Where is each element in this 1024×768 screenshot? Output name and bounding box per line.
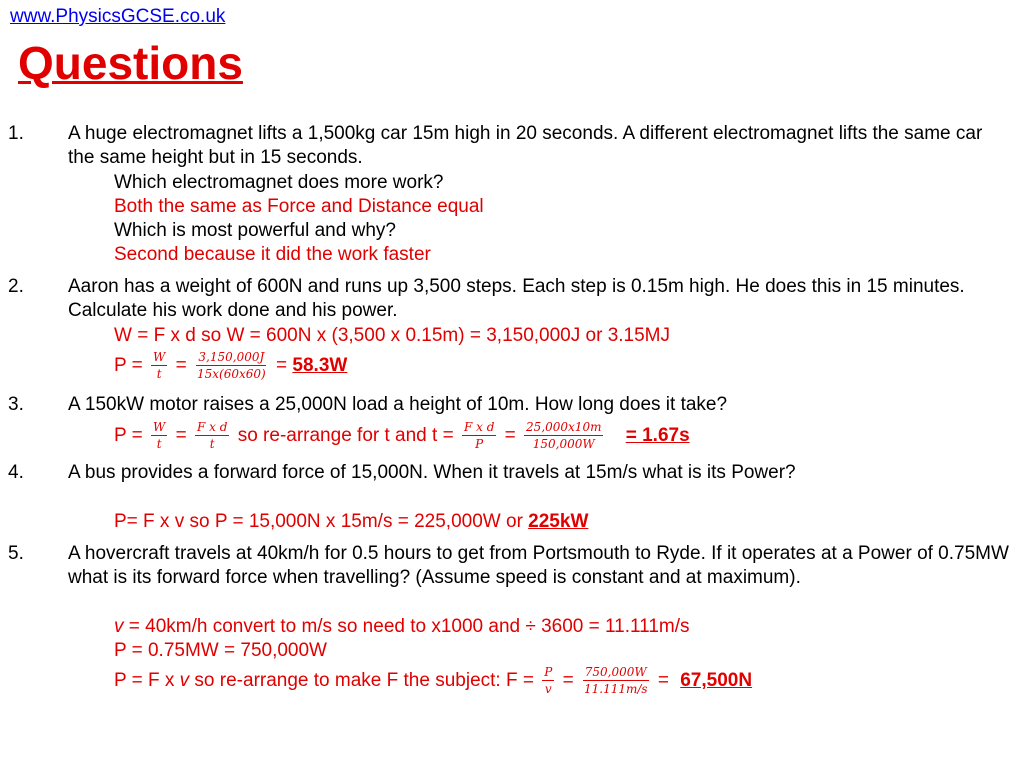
power-label: P = (114, 355, 143, 376)
question-text: A bus provides a forward force of 15,000N. When it travels at 15m/s what is its Power? (68, 462, 796, 483)
q4-calculation (114, 510, 588, 534)
rearrange-text: so re-arrange for t and t = (237, 425, 454, 446)
fraction-w-over-t: $\frac{W}{t}$ (153, 350, 166, 382)
v-symbol: v (114, 616, 124, 637)
equals-sign: = (276, 355, 288, 376)
q1-sub-question-2: Which is most powerful and why? (114, 220, 396, 241)
q2-power-calculation (114, 345, 347, 387)
q5-force-calculation (114, 660, 752, 702)
answer: 225kW (528, 511, 589, 532)
question-text: A hovercraft travels at 40km/h for 0.5 hours to get from Portsmouth to Ryde. If it operates at a Power of 0.75MW what is its forward force when travelling? (Assume speed is constant and at maximum). (68, 543, 1009, 588)
q2-work-calculation: W = F x d so W = 600N x (3,500 x 0.15m) = 3,150,000J or 3.15MJ (114, 325, 671, 346)
v-symbol: v (179, 670, 190, 691)
question-4 (0, 461, 1024, 485)
fraction-work-over-time: $\frac{3,150,000J}{15x(60x60)}$ (197, 350, 266, 382)
q1-answer-2: Second because it did the work faster (114, 244, 431, 265)
answer: = 1.67s (625, 425, 690, 446)
q3-calculation (114, 415, 690, 457)
question-text: Aaron has a weight of 600N and runs up 3,500 steps. Each step is 0.15m high. He does this in 15 minutes. Calculate his work done and his power. (68, 276, 965, 321)
question-number: 2. (8, 276, 24, 297)
equals-sign: = (175, 425, 187, 446)
equals-sign: = (504, 425, 516, 446)
rearrange-text: so re-arrange to make F the subject: F = (189, 670, 534, 691)
question-1 (0, 122, 1024, 170)
question-3 (0, 393, 1024, 417)
q1-sub-question-1: Which electromagnet does more work? (114, 172, 444, 193)
question-number: 4. (8, 462, 24, 483)
answer: 67,500N (680, 670, 753, 691)
formula-start: P = F x (114, 670, 180, 691)
website-link[interactable]: www.PhysicsGCSE.co.uk (10, 6, 226, 27)
fraction-values: $\frac{750,000W}{11.111m/s}$ (583, 665, 648, 697)
question-number: 1. (8, 123, 24, 144)
fraction-fd-over-p: $\frac{\text{F x d}}{P}$ (463, 420, 495, 452)
q5-speed-conversion (114, 615, 690, 639)
fraction-fd-over-t: $\frac{\text{F x d}}{t}$ (197, 420, 228, 452)
fraction-w-over-t: $\frac{W}{t}$ (153, 420, 166, 452)
equals-sign: = (562, 670, 574, 691)
page-title: Questions (18, 37, 243, 89)
question-number: 5. (8, 543, 24, 564)
q1-answer-1: Both the same as Force and Distance equal (114, 196, 484, 217)
fraction-values: $\frac{25,000x10m}{150,000W}$ (526, 420, 602, 452)
power-label: P = (114, 425, 143, 446)
fraction-p-over-v: $\frac{P}{v}$ (544, 665, 553, 697)
question-2 (0, 275, 1024, 323)
q5-power-conversion: P = 0.75MW = 750,000W (114, 640, 327, 661)
question-number: 3. (8, 394, 24, 415)
equals-sign: = (175, 355, 187, 376)
answer: 58.3W (292, 355, 348, 376)
question-text: A huge electromagnet lifts a 1,500kg car 15m high in 20 seconds. A different electromagnet lifts the same car the same height but in 15 seconds. (68, 123, 983, 168)
working: P= F x v so P = 15,000N x 15m/s = 225,000W or (114, 511, 529, 532)
conversion-text: = 40km/h convert to m/s so need to x1000 and ÷ 3600 = 11.111m/s (123, 616, 690, 637)
question-text: A 150kW motor raises a 25,000N load a height of 10m. How long does it take? (68, 394, 728, 415)
question-5 (0, 542, 1024, 590)
equals-sign: = (657, 670, 669, 691)
